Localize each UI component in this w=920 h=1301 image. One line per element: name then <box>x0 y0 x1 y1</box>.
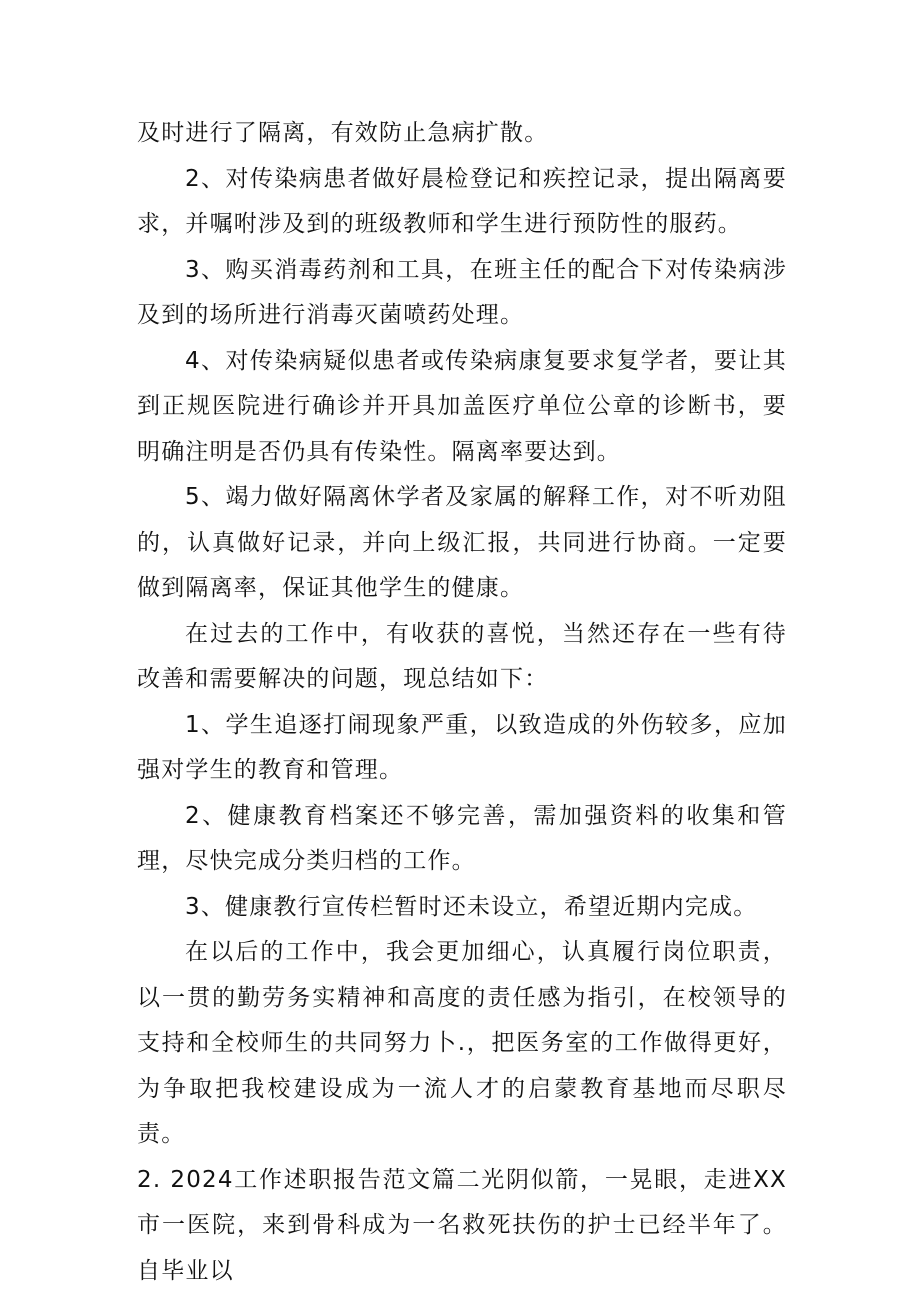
paragraph-item-3: 3、购买消毒药剂和工具，在班主任的配合下对传染病涉及到的场所进行消毒灭菌喷药处理。 <box>137 256 787 328</box>
paragraph-summary-intro: 在过去的工作中，有收获的喜悦，当然还存在一些有待改善和需要解决的问题，现总结如下： <box>137 620 787 692</box>
paragraph-item-4: 4、对传染病疑似患者或传染病康复要求复学者，要让其到正规医院进行确诊并开具加盖医疗单位公章的诊断书，要明确注明是否仍具有传染性。隔离率要达到。 <box>137 347 787 465</box>
paragraph-item-5: 5、竭力做好隔离休学者及家属的解释工作，对不听劝阻的，认真做好记录，并向上级汇报，共同进行协商。一定要做到隔离率，保证其他学生的健康。 <box>137 484 787 601</box>
paragraph-issue-2: 2、健康教育档案还不够完善，需加强资料的收集和管理，尽快完成分类归档的工作。 <box>137 802 787 874</box>
paragraph-issue-1: 1、学生追逐打闹现象严重，以致造成的外伤较多，应加强对学生的教育和管理。 <box>137 711 787 783</box>
paragraph-conclusion: 在以后的工作中，我会更加细心，认真履行岗位职责，以一贯的勤劳务实精神和高度的责任感为指引，在校领导的支持和全校师生的共同努力卜.，把医务室的工作做得更好，为争取把我校建设成为一流人才的启蒙教育基地而尽职尽责。 <box>137 939 787 1147</box>
paragraph-continuation: 及时进行了隔离，有效防止急病扩散。 <box>137 120 549 146</box>
paragraph-section-two-heading: 2. 2024工作述职报告范文篇二光阴似箭，一晃眼，走进XX市一医院，来到骨科成为一名救死扶伤的护士已经半年了。自毕业以 <box>137 1166 787 1284</box>
document-body <box>137 111 787 1294</box>
paragraph-issue-3: 3、健康教行宣传栏暂时还未设立，希望近期内完成。 <box>185 893 758 920</box>
paragraph-item-2: 2、对传染病患者做好晨检登记和疾控记录，提出隔离要求，并嘱咐涉及到的班级教师和学生进行预防性的服药。 <box>137 165 787 237</box>
